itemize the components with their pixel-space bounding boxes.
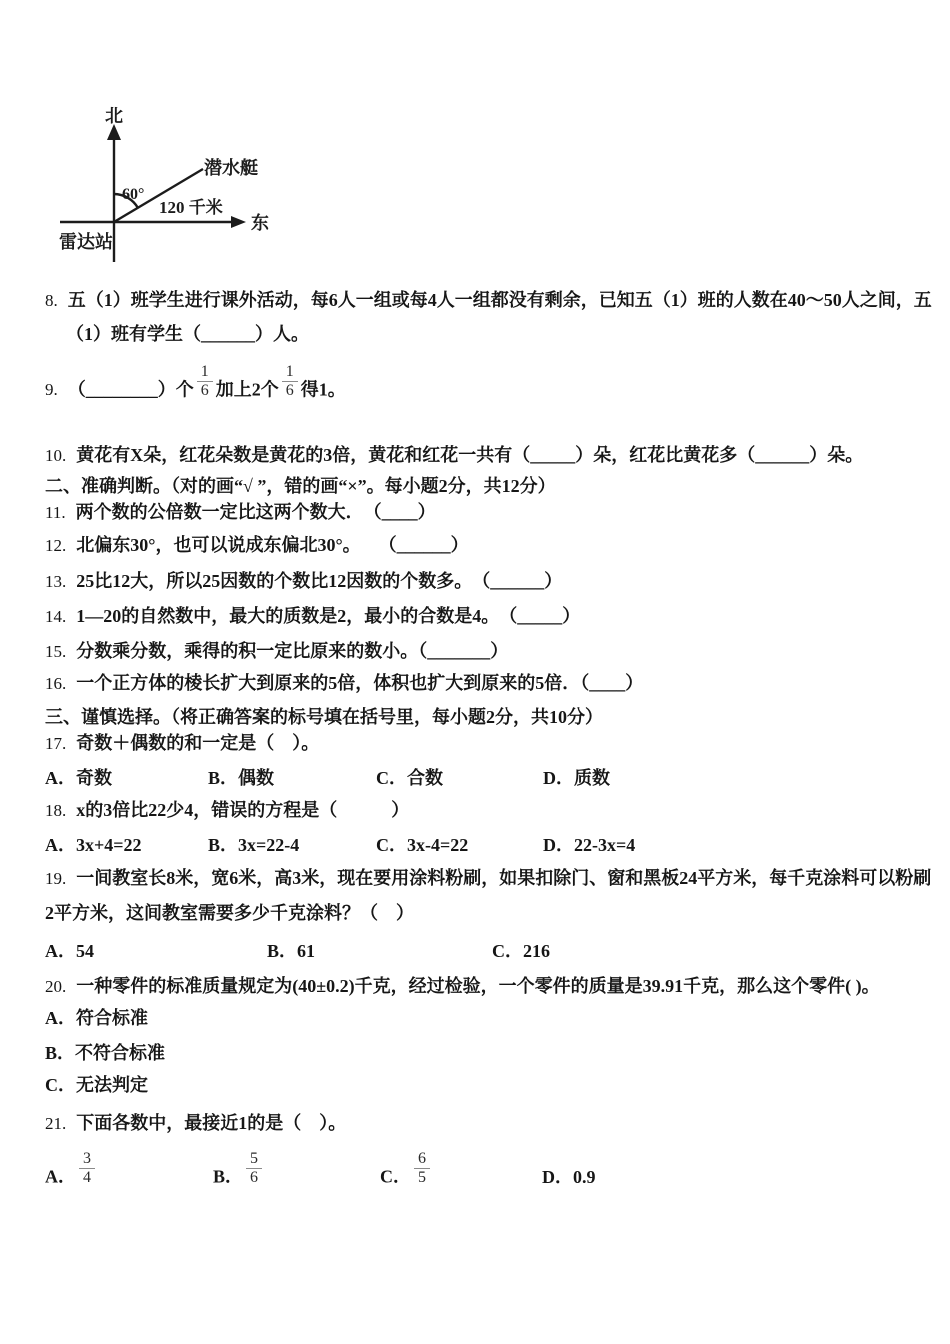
- question-text: 加上2个: [215, 379, 279, 400]
- question-text: 一间教室长8米，宽6米，高3米，现在要用涂料粉刷，如果扣除门、窗和黑板24平方米，每千克涂料可以粉刷: [76, 868, 932, 888]
- fraction: [246, 1150, 262, 1188]
- east-label: 东: [251, 213, 269, 233]
- question-19-line-2: [45, 901, 414, 925]
- fraction-denominator: 5: [414, 1168, 430, 1187]
- choice-label: C．: [380, 1166, 411, 1187]
- choice-c: C．合数: [376, 768, 443, 788]
- question-number: 11.: [45, 503, 66, 522]
- north-arrowhead: [107, 124, 121, 140]
- fraction-denominator: 6: [282, 381, 298, 400]
- choice-b: B．偶数: [208, 768, 275, 788]
- question-text: 一种零件的标准质量规定为(40±0.2)千克，经过检验，一个零件的质量是39.91千克，那么这个零件( )。: [76, 976, 880, 996]
- choice-a: A．奇数: [45, 768, 112, 788]
- question-text: 黄花有X朵，红花朵数是黄花的3倍，黄花和红花一共有（_____）朵，红花比黄花多（______）朵。: [76, 445, 864, 465]
- question-18-choices: [45, 833, 925, 857]
- choice-b: B．3x=22-4: [208, 835, 300, 855]
- submarine-label: 潜水艇: [204, 158, 258, 178]
- fraction: [282, 363, 298, 401]
- choice-b: B．61: [267, 941, 316, 961]
- question-number: 19.: [45, 869, 67, 888]
- fraction-numerator: 5: [250, 1150, 259, 1167]
- question-12: [45, 533, 469, 558]
- choice-c: C．3x-4=22: [376, 835, 469, 855]
- choice-d: D．质数: [543, 768, 610, 788]
- question-18: [45, 798, 409, 823]
- section-choice-header: [45, 705, 603, 729]
- north-label: 北: [105, 106, 123, 126]
- question-19-choices: [45, 939, 925, 963]
- choice-a: A．符合标准: [45, 1008, 148, 1028]
- question-16: [45, 671, 643, 696]
- east-arrowhead: [231, 216, 246, 228]
- fraction-denominator: 6: [246, 1168, 262, 1187]
- question-number: 12.: [45, 536, 67, 555]
- question-8-line-1: [45, 288, 932, 313]
- question-text: 分数乘分数，乘得的积一定比原来的数小。（_______）: [76, 641, 509, 661]
- choice-c: C．无法判定: [45, 1075, 148, 1095]
- question-8-line-2: [66, 322, 309, 346]
- question-text: 北偏东30°，也可以说成东偏北30°。 （______）: [76, 535, 469, 555]
- question-number: 10.: [45, 446, 67, 465]
- fraction-numerator: 3: [83, 1150, 91, 1167]
- question-number: 15.: [45, 642, 67, 661]
- radar-station-label: 雷达站: [59, 232, 113, 252]
- question-14: [45, 604, 580, 629]
- question-number: 14.: [45, 607, 67, 626]
- question-text: 下面各数中，最接近1的是（ ）。: [76, 1113, 347, 1133]
- choice-label: A．: [45, 1166, 76, 1187]
- question-text: 两个数的公倍数一定比这两个数大． （____）: [75, 502, 436, 522]
- question-17: [45, 731, 319, 756]
- distance-label: 120 千米: [159, 198, 223, 217]
- choice-a: A．3x+4=22: [45, 835, 142, 855]
- question-21-choices: [45, 1150, 925, 1194]
- question-text: 一个正方体的棱长扩大到原来的5倍，体积也扩大到原来的5倍．（____）: [76, 673, 644, 693]
- question-number: 18.: [45, 801, 67, 820]
- question-number: 21.: [45, 1114, 67, 1133]
- direction-diagram-svg: [55, 98, 285, 268]
- question-20-choice-c: [45, 1073, 148, 1097]
- question-19-line-1: [45, 866, 931, 891]
- fraction-denominator: 4: [79, 1168, 95, 1187]
- question-number: 9.: [45, 380, 58, 400]
- fraction-denominator: 6: [197, 381, 213, 400]
- choice-b: [213, 1150, 265, 1188]
- choice-a: [45, 1150, 98, 1188]
- question-text: （________）个: [67, 379, 194, 400]
- choice-d: [542, 1150, 596, 1189]
- section-title: 三、谨慎选择。（将正确答案的标号填在括号里，每小题2分，共10分）: [45, 707, 603, 727]
- question-text: 得1。: [300, 379, 346, 400]
- fraction-numerator: 1: [200, 363, 209, 380]
- question-text: x的3倍比22少4，错误的方程是（ ）: [76, 800, 410, 820]
- question-number: 20.: [45, 977, 67, 996]
- question-text: 五（1）班学生进行课外活动，每6人一组或每4人一组都没有剩余，已知五（1）班的人数在40～50人之间，五: [67, 290, 932, 310]
- choice-a: A．54: [45, 941, 94, 961]
- angle-label: 60°: [122, 186, 145, 203]
- question-text: 1—20的自然数中，最大的质数是2，最小的合数是4。 （_____）: [76, 606, 581, 626]
- section-judgment-header: [45, 474, 556, 498]
- question-13: [45, 569, 562, 594]
- question-11: [45, 500, 436, 525]
- choice-c: C．216: [492, 941, 550, 961]
- choice-d: D．22-3x=4: [543, 835, 636, 855]
- fraction-numerator: 6: [418, 1150, 426, 1167]
- fraction: [197, 363, 213, 401]
- question-number: 13.: [45, 572, 67, 591]
- question-text: 奇数＋偶数的和一定是（ ）。: [76, 733, 320, 753]
- question-text: 2平方米，这间教室需要多少千克涂料？（ ）: [45, 903, 414, 923]
- choice-c: [380, 1150, 433, 1188]
- question-number: 8.: [45, 291, 58, 310]
- choice-b: B．不符合标准: [45, 1043, 166, 1063]
- question-number: 16.: [45, 674, 67, 693]
- question-number: 17.: [45, 734, 67, 753]
- question-text: 25比12大，所以25因数的个数比12因数的个数多。 （______）: [76, 571, 563, 591]
- question-20-choice-b: [45, 1041, 165, 1065]
- choice-label: D．0.9: [542, 1167, 596, 1187]
- choice-label: B．: [213, 1166, 244, 1187]
- fraction: [79, 1150, 95, 1188]
- question-text: （1）班有学生（______）人。: [66, 324, 309, 344]
- question-9: [45, 363, 346, 402]
- fraction-numerator: 1: [285, 363, 294, 380]
- section-title: 二、准确判断。（对的画“√ ”，错的画“×”。每小题2分，共12分）: [45, 476, 556, 496]
- question-20-choice-a: [45, 1006, 148, 1030]
- question-15: [45, 639, 508, 664]
- direction-diagram: [55, 98, 285, 268]
- question-17-choices: [45, 766, 925, 790]
- question-20: [45, 974, 880, 999]
- question-10: [45, 443, 863, 468]
- question-21: [45, 1111, 346, 1136]
- fraction: [414, 1150, 430, 1188]
